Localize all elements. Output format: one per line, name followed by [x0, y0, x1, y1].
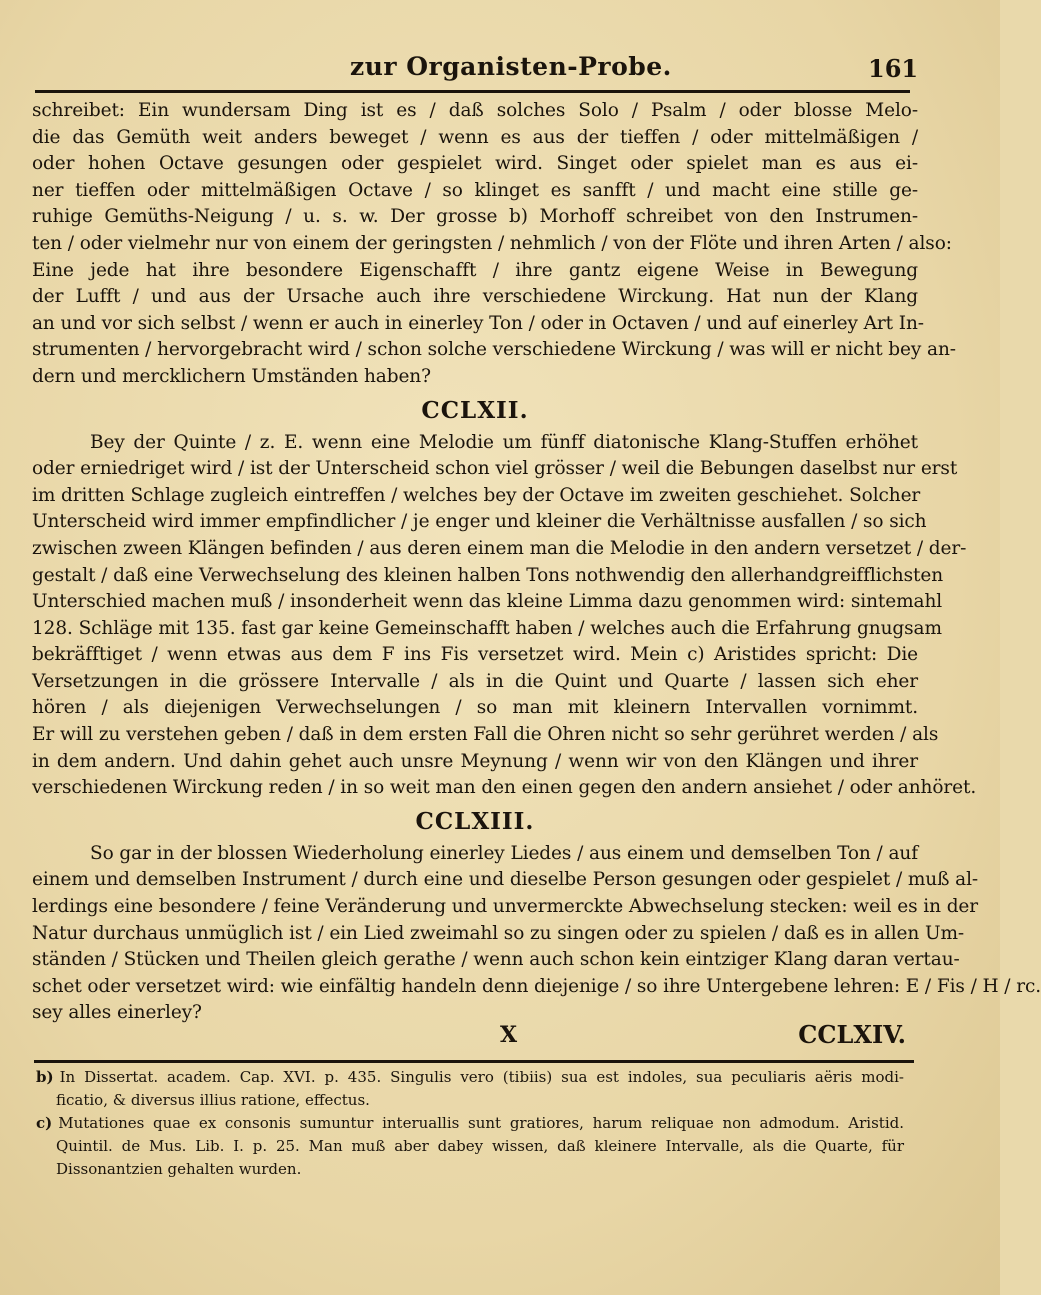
text-line: in dem andern. Und dahin gehet auch unsre Meynung / wenn wir von den Klängen und ihrer [32, 750, 918, 772]
page-foot-line [32, 1016, 912, 1056]
signature-mark: X [500, 1022, 518, 1048]
catchword: CCLXIV. [798, 1020, 906, 1049]
text-line: Er will zu verstehen geben / daß in dem ersten Fall die Ohren nicht so sehr gerühret werden / als [32, 724, 939, 746]
text-line: Unterscheid wird immer empfindlicher / je enger und kleiner die Verhältnisse ausfallen / so sich [32, 511, 927, 533]
paragraph-continued [32, 98, 956, 391]
footnote-line: Quintil. de Mus. Lib. I. p. 25. Man muß aber dabey wissen, daß kleinere Intervalle, als die Quarte, für [56, 1137, 904, 1155]
text-line: Eine jede hat ihre besondere Eigenschafft / ihre gantz eigene Weise in Bewegung [32, 259, 918, 281]
text-line: Versetzungen in die grössere Intervalle / als in die Quint und Quarte / lassen sich eher [32, 670, 918, 692]
footnote-line [36, 1112, 904, 1135]
text-line: oder erniedriget wird / ist der Unterscheid schon viel grösser / weil die Bebungen daselbst nur erst [32, 458, 958, 480]
text-line: zwischen zween Klängen befinden / aus deren einem man die Melodie in den andern versetzet / der- [32, 537, 967, 559]
text-line: strumenten / hervorgebracht wird / schon solche verschiedene Wirckung / was will er nicht bey an- [32, 339, 956, 361]
text-line: an und vor sich selbst / wenn er auch in einerley Ton / oder in Octaven / und auf einerley Art In- [32, 312, 924, 334]
section-263-body [32, 841, 1041, 1027]
footnote-text: Mutationes quae ex consonis sumuntur interuallis sunt gratiores, harum reliquae non admodum. Aristid. [58, 1114, 904, 1132]
text-line: Unterschied machen muß / insonderheit wenn das kleine Limma dazu genommen wird: sintemahl [32, 591, 943, 613]
text-line: im dritten Schlage zugleich eintreffen / welches bey der Octave im zweiten geschiehet. Solcher [32, 484, 921, 506]
main-text [32, 98, 1041, 1027]
running-head-title: zur Organisten-Probe. [350, 52, 672, 81]
text-line: ner tieffen oder mittelmäßigen Octave / so klinget es sanfft / und macht eine stille ge- [32, 179, 918, 201]
text-line: hören / als diejenigen Verwechselungen / so man mit kleinern Intervallen vornimmt. [32, 697, 918, 719]
section-262-body [32, 430, 977, 802]
text-line: So gar in der blossen Wiederholung einerley Liedes / aus einem und demselben Ton / auf [90, 842, 918, 864]
text-line: lerdings eine besondere / feine Veränderung und unvermerckte Abwechselung stecken: weil es in der [32, 896, 979, 918]
running-head [0, 50, 1000, 86]
text-line: dern und mercklichern Umständen haben? [32, 365, 431, 387]
text-line: schreibet: Ein wundersam Ding ist es / daß solches Solo / Psalm / oder blosse Melo- [32, 100, 918, 121]
text-line: der Lufft / und aus der Ursache auch ihre verschiedene Wirckung. Hat nun der Klang [32, 286, 918, 308]
footnote-label: c) [36, 1114, 53, 1132]
footnote-line: Dissonantzien gehalten wurden. [56, 1160, 302, 1178]
text-line: sey alles einerley? [32, 1002, 202, 1024]
section-heading-262: CCLXII. [421, 396, 529, 424]
text-line: 128. Schläge mit 135. fast gar keine Gemeinschafft haben / welches auch die Erfahrung gnugsam [32, 617, 942, 639]
text-line: bekräfftiget / wenn etwas aus dem F ins Fis versetzet wird. Mein c) Aristides spricht: Die [32, 644, 918, 666]
text-line: ständen / Stücken und Theilen gleich gerathe / wenn auch schon kein eintziger Klang daran vertau- [32, 949, 960, 971]
footnote-b [36, 1066, 904, 1112]
text-line: verschiedenen Wirckung reden / in so weit man den einen gegen den andern ansiehet / oder anhöret. [32, 777, 977, 799]
text-line: Natur durchaus unmüglich ist / ein Lied zweimahl so zu singen oder zu spielen / daß es in allen Um- [32, 922, 965, 944]
footnote-line: ficatio, & diversus illius ratione, effectus. [56, 1091, 370, 1109]
text-line: oder hohen Octave gesungen oder gespielet wird. Singet oder spielet man es aus ei- [32, 153, 918, 175]
footnote-line [36, 1066, 904, 1089]
text-line: ten / oder vielmehr nur von einem der geringsten / nehmlich / von der Flöte und ihren Arten / also: [32, 232, 952, 254]
text-line: einem und demselben Instrument / durch eine und dieselbe Person gesungen oder gespielet / muß al- [32, 869, 979, 891]
footnote-rule [34, 1060, 914, 1063]
footnote-c [36, 1112, 904, 1181]
text-line: ruhige Gemüths-Neigung / u. s. w. Der grosse b) Morhoff schreibet von den Instrumen- [32, 206, 918, 228]
header-rule [35, 90, 910, 93]
text-line: die das Gemüth weit anders beweget / wenn es aus der tieffen / oder mittelmäßigen / [32, 126, 918, 148]
section-heading-263: CCLXIII. [415, 807, 535, 835]
footnote-text: In Dissertat. academ. Cap. XVI. p. 435. Singulis vero (tibiis) sua est indoles, sua peculiaris aëris modi- [59, 1068, 904, 1086]
text-line: gestalt / daß eine Verwechselung des kleinen halben Tons nothwendig den allerhandgreifflichsten [32, 564, 944, 586]
text-line: schet oder versetzet wird: wie einfältig handeln denn diejenige / so ihre Untergebene lehren: E / Fis / H / rc. [32, 975, 1041, 997]
footnote-label: b) [36, 1068, 54, 1086]
footnotes [36, 1066, 904, 1181]
text-line: Bey der Quinte / z. E. wenn eine Melodie um fünff diatonische Klang-Stuffen erhöhet [90, 431, 918, 453]
page-number: 161 [868, 54, 919, 83]
